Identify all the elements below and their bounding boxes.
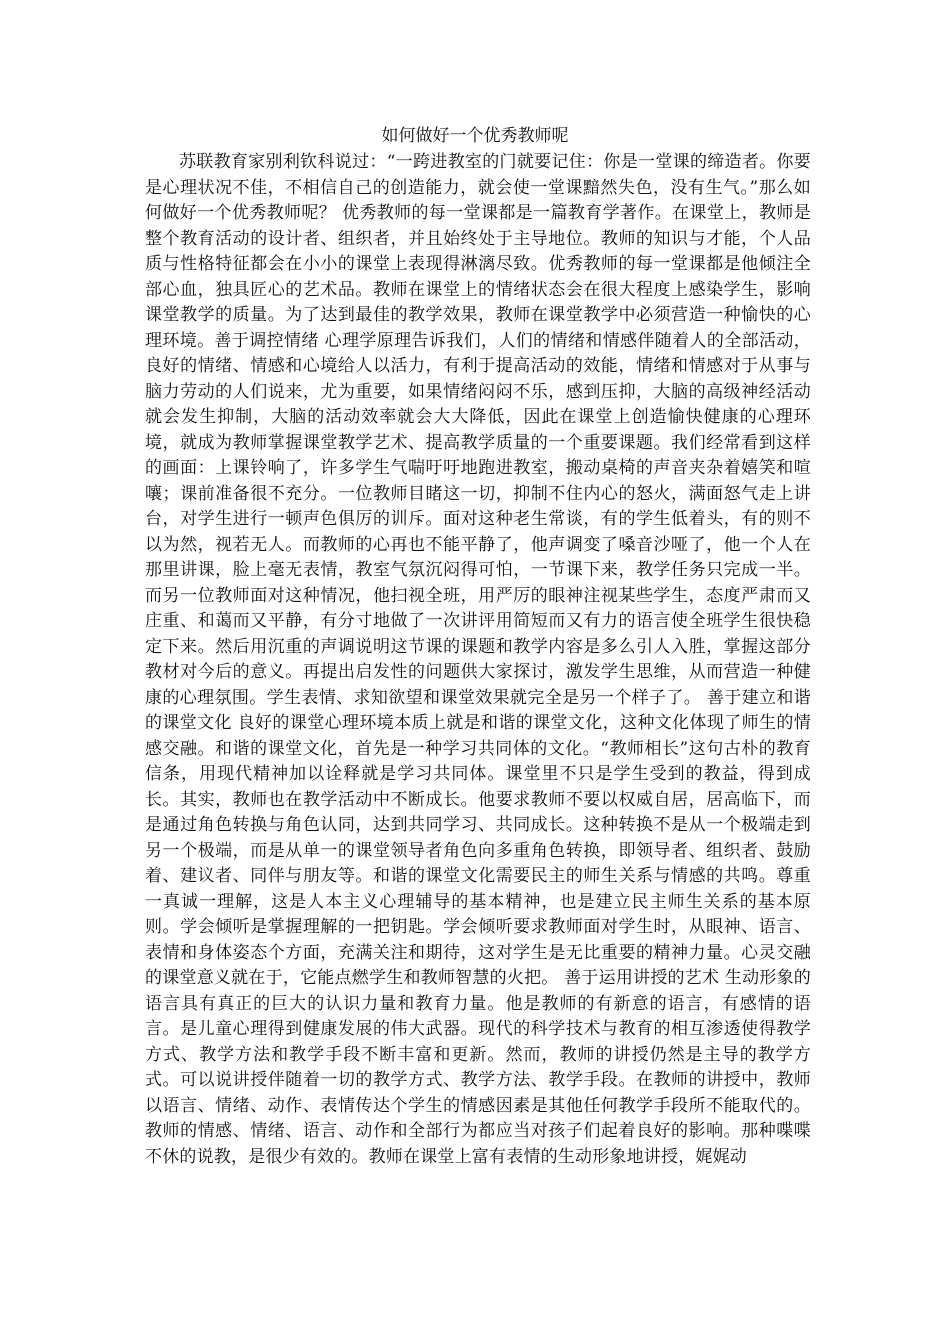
document-title: 如何做好一个优秀教师呢 [381,126,569,146]
document-body-paragraph: 苏联教育家别利钦科说过：“一跨进教室的门就要记住：你是一堂课的缔造者。你要是心理状况不佳，不相信自己的创造能力，就会使一堂课黯然失色，没有生气。”那么如何做好一个优秀教师呢？ 优秀教师的每一堂课都是一篇教育学著作。在课堂上，教师是整个教育活动的设计者、组织者，并且始终处于主导地位。教师的知识与才能，个人品质与性格特征都会在小小的课堂上表现得淋漓尽致。优秀教师的每一堂课都是他倾注全部心血，独具匠心的艺术品。教师在课堂上的情绪状态会在很大程度上感染学生，影响课堂教学的质量。为了达到最佳的教学效果，教师在课堂教学中必须营造一种愉快的心理环境。善于调控情绪 心理学原理告诉我们，人们的情绪和情感伴随着人的全部活动，良好的情绪、情感和心境给人以活力，有利于提高活动的效能，情绪和情感对于从事与脑力劳动的人们说来，尤为重要，如果情绪闷闷不乐，感到压抑，大脑的高级神经活动就会发生抑制，大脑的活动效率就会大大降低，因此在课堂上创造愉快健康的心理环境，就成为教师掌握课堂教学艺术、提高教学质量的一个重要课题。我们经常看到这样的画面：上课铃响了，许多学生气喘吁吁地跑进教室，搬动桌椅的声音夹杂着嬉笑和喧嚷；课前准备很不充分。一位教师目睹这一切，抑制不住内心的怒火，满面怒气走上讲台，对学生进行一顿声色俱厉的训斥。面对这种老生常谈，有的学生低着头，有的则不以为然，视若无人。而教师的心再也不能平静了，他声调变了嗓音沙哑了，他一个人在那里讲课，脸上毫无表情，教室气氛沉闷得可怕，一节课下来，教学任务只完成一半。而另一位教师面对这种情况，他扫视全班，用严厉的眼神注视某些学生，态度严肃而又庄重、和蔼而又平静，有分寸地做了一次讲评用简短而又有力的语言使全班学生很快稳定下来。然后用沉重的声调说明这节课的课题和教学内容是多么引人入胜，掌握这部分教材对今后的意义。再提出启发性的问题供大家探讨，激发学生思维，从而营造一种健康的心理氛围。学生表情、求知欲望和课堂效果就完全是另一个样子了。 善于建立和谐的课堂文化 良好的课堂心理环境本质上就是和谐的课堂文化，这种文化体现了师生的情感交融。和谐的课堂文化，首先是一种学习共同体的文化。“教师相长”这句古朴的教育信条，用现代精神加以诠释就是学习共同体。课堂里不只是学生受到的教益，得到成长。其实，教师也在教学活动中不断成长。他要求教师不要以权威自居，居高临下，而是通过角色转换与角色认同，达到共同学习、共同成长。这种转换不是从一个极端走到另一个极端，而是从单一的课堂领导者角色向多重角色转换，即领导者、组织者、鼓励着、建议者、同伴与朋友等。和谐的课堂文化需要民主的师生关系与情感的共鸣。尊重一真诚一理解，这是人本主义心理辅导的基本精神，也是建立民主师生关系的基本原则。学会倾听是掌握理解的一把钥匙。学会倾听要求教师面对学生时，从眼神、语言、表情和身体姿态个方面，充满关注和期待，这对学生是无比重要的精神力量。心灵交融的课堂意义就在于，它能点燃学生和教师智慧的火把。 善于运用讲授的艺术 生动形象的语言具有真正的巨大的认识力量和教育力量。他是教师的有新意的语言，有感情的语言。是儿童心理得到健康发展的伟大武器。现代的科学技术与教育的相互渗透使得教学方式、教学方法和教学手段不断丰富和更新。然而，教师的讲授仍然是主导的教学方式。可以说讲授伴随着一切的教学方式、教学方法、教学手段。在教师的讲授中，教师以语言、情绪、动作、表情传达个学生的情感因素是其他任何教学手段所不能取代的。教师的情感、情绪、语言、动作和全部行为都应当对孩子们起着良好的影响。那种喋喋不休的说教，是很少有效的。教师在课堂上富有表情的生动形象地讲授，娓娓动 [145,152,811,1167]
